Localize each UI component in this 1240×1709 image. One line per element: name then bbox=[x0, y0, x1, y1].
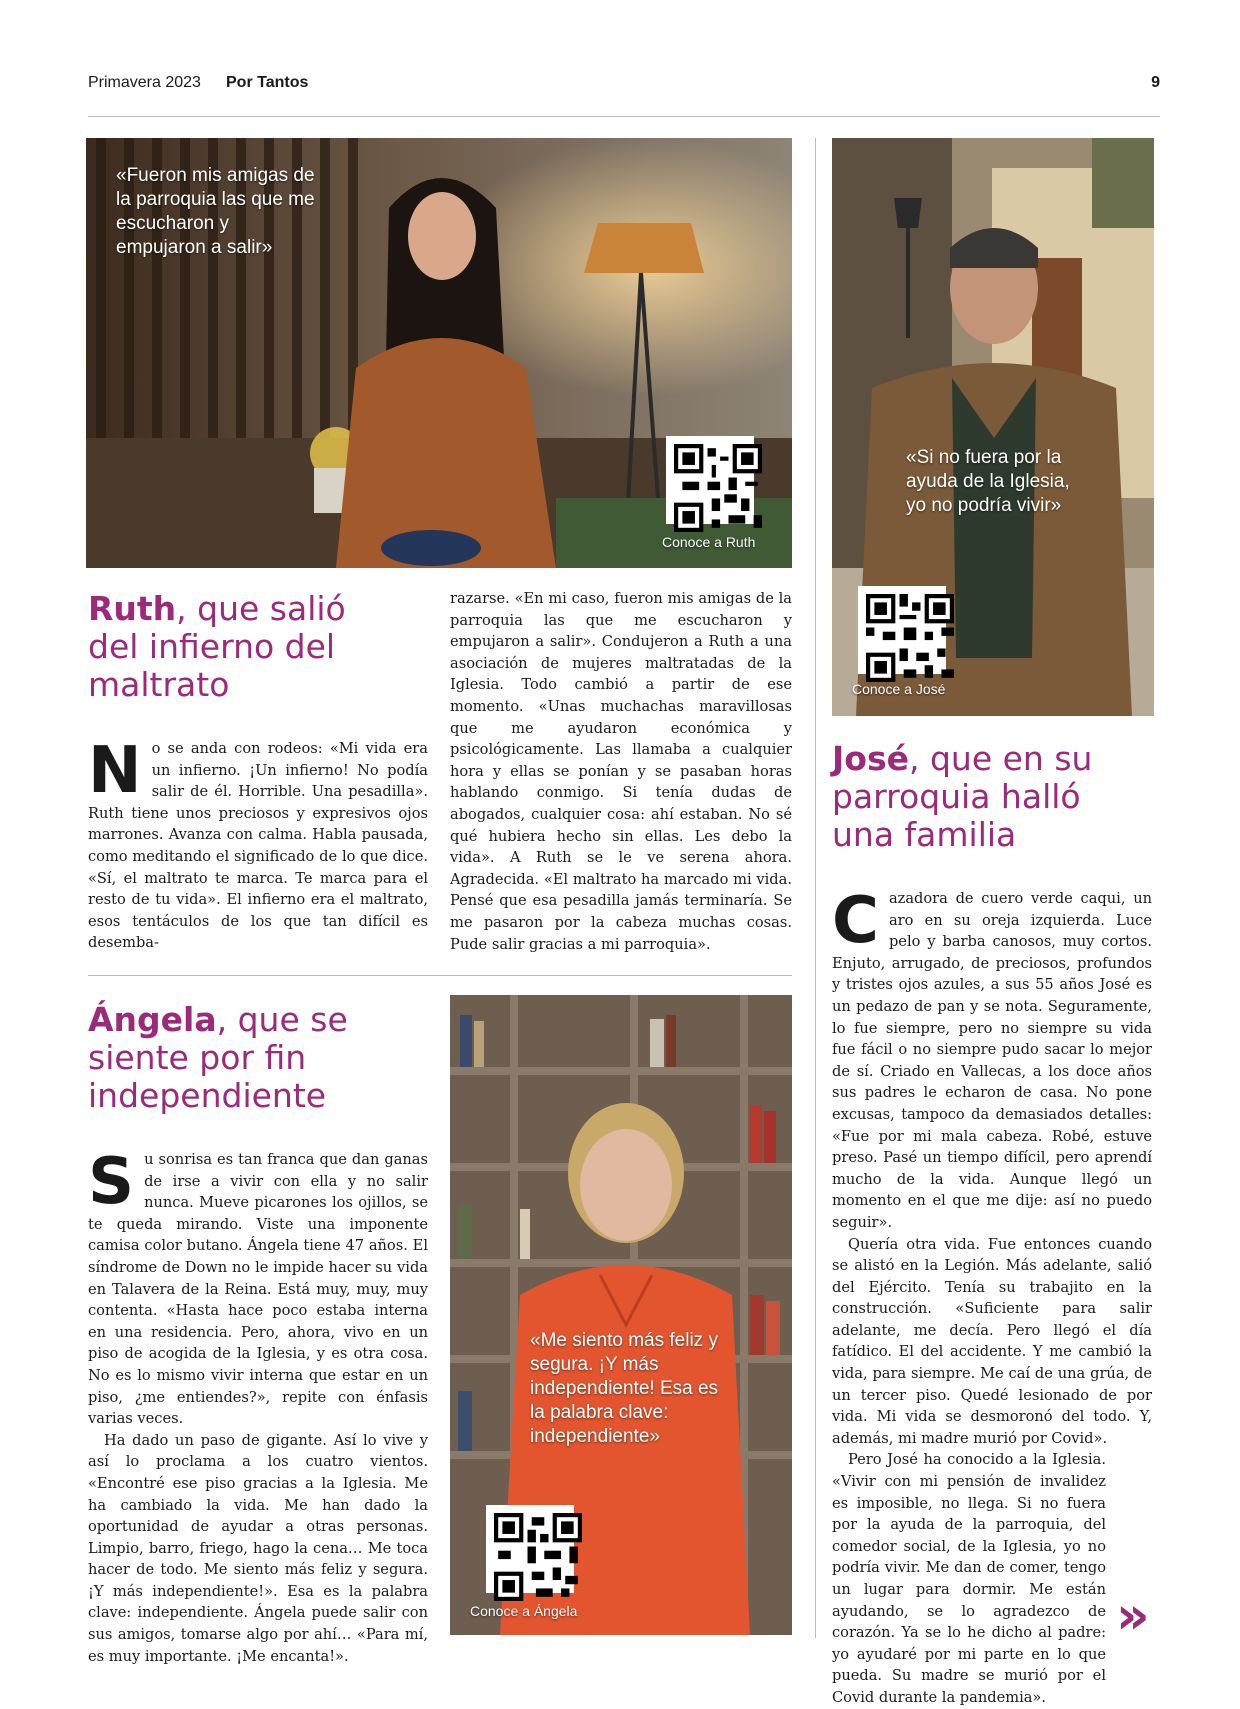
ruth-body-col1 bbox=[88, 734, 428, 954]
angela-headline-rest: , que se siente por fin independiente bbox=[88, 1000, 348, 1115]
qr-code-icon bbox=[866, 594, 954, 682]
continue-arrow-icon: » bbox=[1116, 1586, 1150, 1646]
jose-dropcap: C bbox=[832, 884, 879, 958]
jose-headline bbox=[832, 740, 1102, 854]
jose-headline-name: José bbox=[832, 739, 909, 778]
jose-qr-caption[interactable]: Conoce a José bbox=[852, 681, 946, 697]
angela-text-para1: u sonrisa es tan franca que dan ganas de irse a vivir con ella y no salir nunca. Mueve picarones los ojillos, se te queda mirando. Viste una imponente camisa color butano. Ángela tiene 47 años. El síndrome de Down no le impide hacer su vida en Talavera de la Reina. Está muy, muy, muy contenta. «Hasta hace poco estaba interna en una residencia. Pero, ahora, vivo en un piso de acogida de la Iglesia, y es otra cosa. No es lo mismo vivir interna que estar en un piso, ¿me entiendes?», repite con énfasis varias veces. bbox=[88, 1151, 428, 1428]
issue-season: Primavera 2023 bbox=[88, 74, 201, 91]
ruth-dropcap: N bbox=[88, 734, 142, 808]
angela-dropcap: S bbox=[88, 1145, 135, 1219]
section-divider bbox=[88, 975, 792, 976]
angela-headline-name: Ángela bbox=[88, 1000, 217, 1039]
page-header bbox=[88, 74, 1160, 100]
jose-photo-quote: «Si no fuera por la ayuda de la Iglesia, yo no podría vivir» bbox=[906, 447, 1070, 516]
angela-qr-code[interactable] bbox=[486, 1505, 574, 1593]
ruth-headline-name: Ruth bbox=[88, 589, 177, 628]
angela-headline bbox=[88, 1001, 388, 1115]
page-number: 9 bbox=[1151, 74, 1160, 91]
ruth-photo bbox=[86, 138, 792, 568]
header-rule bbox=[88, 116, 1160, 117]
ruth-photo-quote: «Fueron mis amigas de la parroquia las que me escucharon y empujaron a salir» bbox=[116, 165, 315, 258]
angela-photo bbox=[450, 995, 792, 1635]
jose-text-para1: azadora de cuero verde caqui, un aro en su oreja izquierda. Luce pelo y barba canosos, muy cortos. Enjuto, arrugado, de preciosos, profundos y tristes ojos azules, a sus 55 años José es un pedazo de pan y se nota. Seguramente, lo fue siempre, pero no siempre su vida fue fácil o no siempre pudo sacar lo mejor de sí. Criado en Vallecas, a los doce años sus padres le echaron de casa. No pone excusas, tampoco da demasiados detalles: «Fue por mi mala cabeza. Robé, estuve preso. Pasé un tiempo difícil, pero aprendí mucho de la vida. Aunque llegó un momento en el que me dije: así no puedo seguir». bbox=[832, 890, 1152, 1231]
jose-body bbox=[832, 884, 1152, 1709]
column-divider bbox=[815, 138, 816, 1638]
ruth-headline-rest: , que salió del infierno del maltrato bbox=[88, 589, 346, 704]
qr-code-icon bbox=[674, 444, 762, 532]
jose-qr-code[interactable] bbox=[858, 586, 946, 674]
angela-photo-quote: «Me siento más feliz y segura. ¡Y más independiente! Esa es la palabra clave: independiente» bbox=[530, 1330, 719, 1447]
angela-text-para2: Ha dado un paso de gigante. Así lo vive y así lo proclama a los cuatro vientos. «Encontré ese piso gracias a la Iglesia. Me ha cambiado la vida. Me han dado la oportunidad de ayudar a otras personas. Limpio, barro, friego, hago la cena… Me toca hacer de todo. Me siento más feliz y segura. ¡Y más independiente!». Esa es la palabra clave: independiente. Ángela puede salir con sus amigos, tomarse algo por ahí… «Para mí, es muy importante. ¡Me encanta!». bbox=[88, 1431, 428, 1665]
ruth-qr-caption[interactable]: Conoce a Ruth bbox=[662, 534, 756, 550]
jose-photo bbox=[832, 138, 1154, 716]
jose-text-para3: Pero José ha conocido a la Iglesia. «Vivir con mi pensión de invalidez es imposible, no llega. Si no fuera por la ayuda de la parroquia, del comedor social, de la Iglesia, yo no podría vivir. Me dan de comer, tengo un lugar para dormir. Me están ayudando, se lo agradezco de corazón. Ya se lo he dicho al padre: yo ayudaré por mi parte en lo que pueda. Su madre se murió por el Covid durante la pandemia». bbox=[832, 1451, 1106, 1706]
jose-text-para2: Quería otra vida. Fue entonces cuando se alistó en la Legión. Más adelante, salió del Ejército. Tenía su trabajito en la construcción. «Suficiente para salir adelante, me decía. Pero llegó el día fatídico. El del accidente. Y me cambió la vida, para siempre. Me caí de una grúa, de un tercer piso. Quedé lesionado de por vida. Mi vida se desmoronó del todo. Y, además, mi madre murió por Covid». bbox=[832, 1235, 1152, 1447]
angela-qr-caption[interactable]: Conoce a Ángela bbox=[470, 1603, 578, 1619]
ruth-qr-code[interactable] bbox=[666, 436, 754, 524]
angela-body bbox=[88, 1145, 428, 1667]
ruth-text-col1: o se anda con rodeos: «Mi vida era un infierno. ¡Un infierno! No podía salir de él. Horrible. Una pesadilla». Ruth tiene unos preciosos y expresivos ojos marrones. Avanza con calma. Habla pausada, como meditando el significado de lo que dice. «Sí, el maltrato te marca. Te marca para el resto de tu vida». El infierno era el maltrato, esos tentáculos de los que tan difícil es desemba- bbox=[88, 740, 428, 952]
ruth-headline bbox=[88, 590, 388, 704]
jose-headline-rest: , que en su parroquia halló una familia bbox=[832, 739, 1093, 854]
ruth-body-col2 bbox=[450, 588, 792, 955]
ruth-text-col2: razarse. «En mi caso, fueron mis amigas de la parroquia las que me escucharon y empujaron a salir». Condujeron a Ruth a una asociación de mujeres maltratadas de la Iglesia. Todo cambió a partir de ese momento. «Unas muchachas maravillosas que me ayudaron económica y psicológicamente. Las llamaba a cualquier hora y ellas se ponían y se pasaban horas hablando conmigo. Si tenía dudas de abogados, cualquier cosa: ahí estaban. No sé qué hubiera hecho sin ellas. Les debo la vida». A Ruth se le ve serena ahora. Agradecida. «El maltrato ha marcado mi vida. Pensé que esa pesadilla jamás terminaría. Se me pasaron por la cabeza muchas cosas. Pude salir gracias a mi parroquia». bbox=[450, 590, 792, 953]
qr-code-icon bbox=[494, 1513, 582, 1601]
publication-name: Por Tantos bbox=[226, 74, 309, 91]
